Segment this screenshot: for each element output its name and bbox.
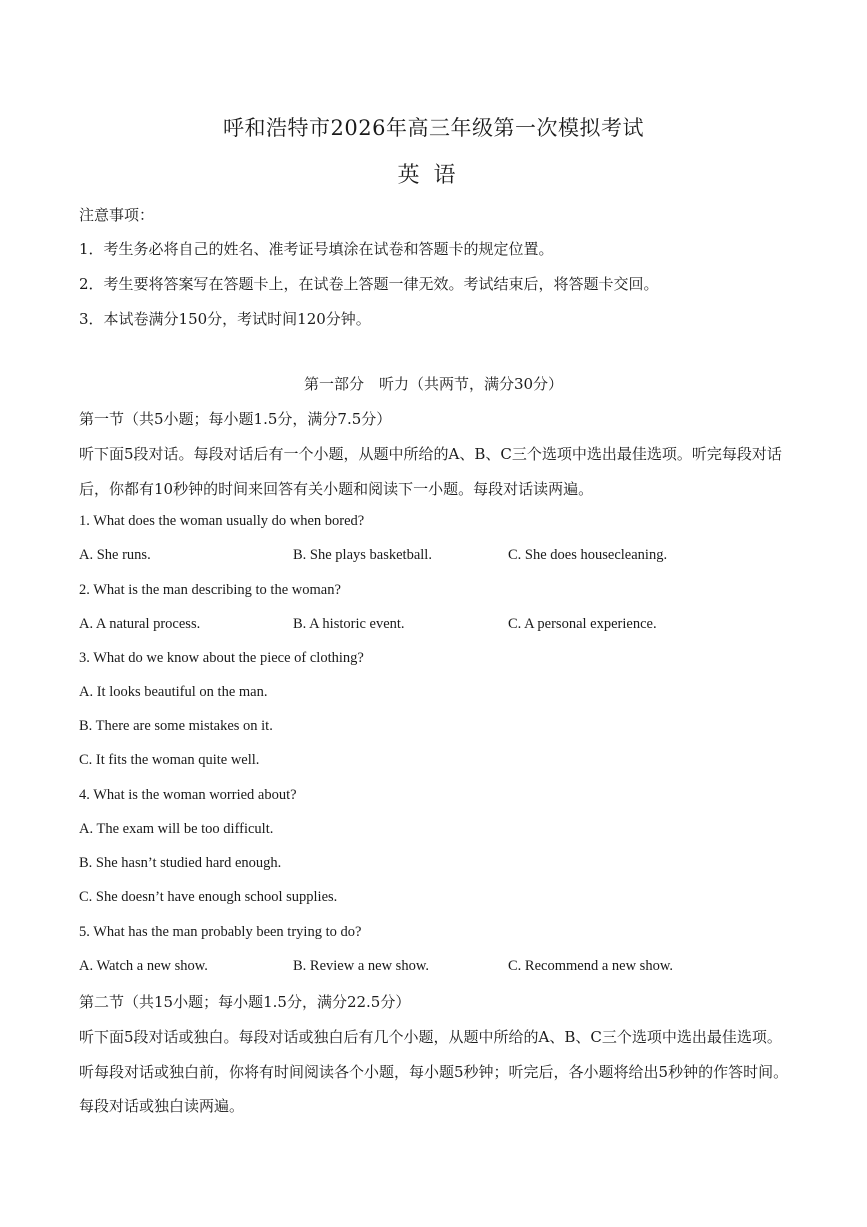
option-c: C. It fits the woman quite well.	[79, 752, 260, 768]
option-c: C. She doesn’t have enough school supplies.	[79, 889, 338, 905]
question-3: 3. What do we know about the piece of clothing?	[79, 650, 364, 666]
option-b: B. Review a new show.	[293, 958, 429, 974]
question-1: 1. What does the woman usually do when bored?	[79, 513, 365, 529]
section2-heading: 第二节（共15小题；每小题1.5分，满分22.5分）	[79, 993, 411, 1011]
option-b: B. There are some mistakes on it.	[79, 718, 273, 734]
section2-instructions-line1: 听下面5段对话或独白。每段对话或独白后有几个小题，从题中所给的A、B、C三个选项中选出最佳选项。	[79, 1028, 782, 1046]
option-a: A. A natural process.	[79, 616, 201, 632]
section1-instructions-line2: 后，你都有10秒钟的时间来回答有关小题和阅读下一小题。每段对话读两遍。	[79, 480, 594, 498]
section1-heading: 第一节（共5小题；每小题1.5分，满分7.5分）	[79, 410, 392, 428]
section2-instructions-line3: 每段对话或独白读两遍。	[79, 1097, 245, 1115]
exam-title: 呼和浩特市2026年高三年级第一次模拟考试	[223, 116, 644, 140]
notice-item-3: 3．本试卷满分150分，考试时间120分钟。	[79, 310, 371, 328]
option-a: A. Watch a new show.	[79, 958, 208, 974]
option-a: A. The exam will be too difficult.	[79, 821, 274, 837]
part1-title: 第一部分 听力（共两节，满分30分）	[303, 375, 564, 393]
section2-instructions-line2: 听每段对话或独白前，你将有时间阅读各个小题，每小题5秒钟；听完后，各小题将给出5秒钟的作答时间。	[79, 1063, 789, 1081]
option-c: C. She does housecleaning.	[508, 547, 668, 563]
question-5: 5. What has the man probably been trying to do?	[79, 924, 362, 940]
question-4: 4. What is the woman worried about?	[79, 787, 297, 803]
option-c: C. A personal experience.	[508, 616, 657, 632]
notice-item-2: 2．考生要将答案写在答题卡上，在试卷上答题一律无效。考试结束后，将答题卡交回。	[79, 275, 659, 293]
option-b: B. A historic event.	[293, 616, 405, 632]
exam-subject: 英语	[397, 163, 470, 188]
option-c: C. Recommend a new show.	[508, 958, 673, 974]
notice-heading: 注意事项：	[79, 206, 155, 224]
option-b: B. She hasn’t studied hard enough.	[79, 855, 282, 871]
section1-instructions-line1: 听下面5段对话。每段对话后有一个小题，从题中所给的A、B、C三个选项中选出最佳选项。听完每段对话	[79, 445, 782, 463]
option-b: B. She plays basketball.	[293, 547, 432, 563]
option-a: A. It looks beautiful on the man.	[79, 684, 268, 700]
option-a: A. She runs.	[79, 547, 151, 563]
question-2: 2. What is the man describing to the woman?	[79, 582, 341, 598]
notice-item-1: 1．考生务必将自己的姓名、准考证号填涂在试卷和答题卡的规定位置。	[79, 240, 554, 258]
